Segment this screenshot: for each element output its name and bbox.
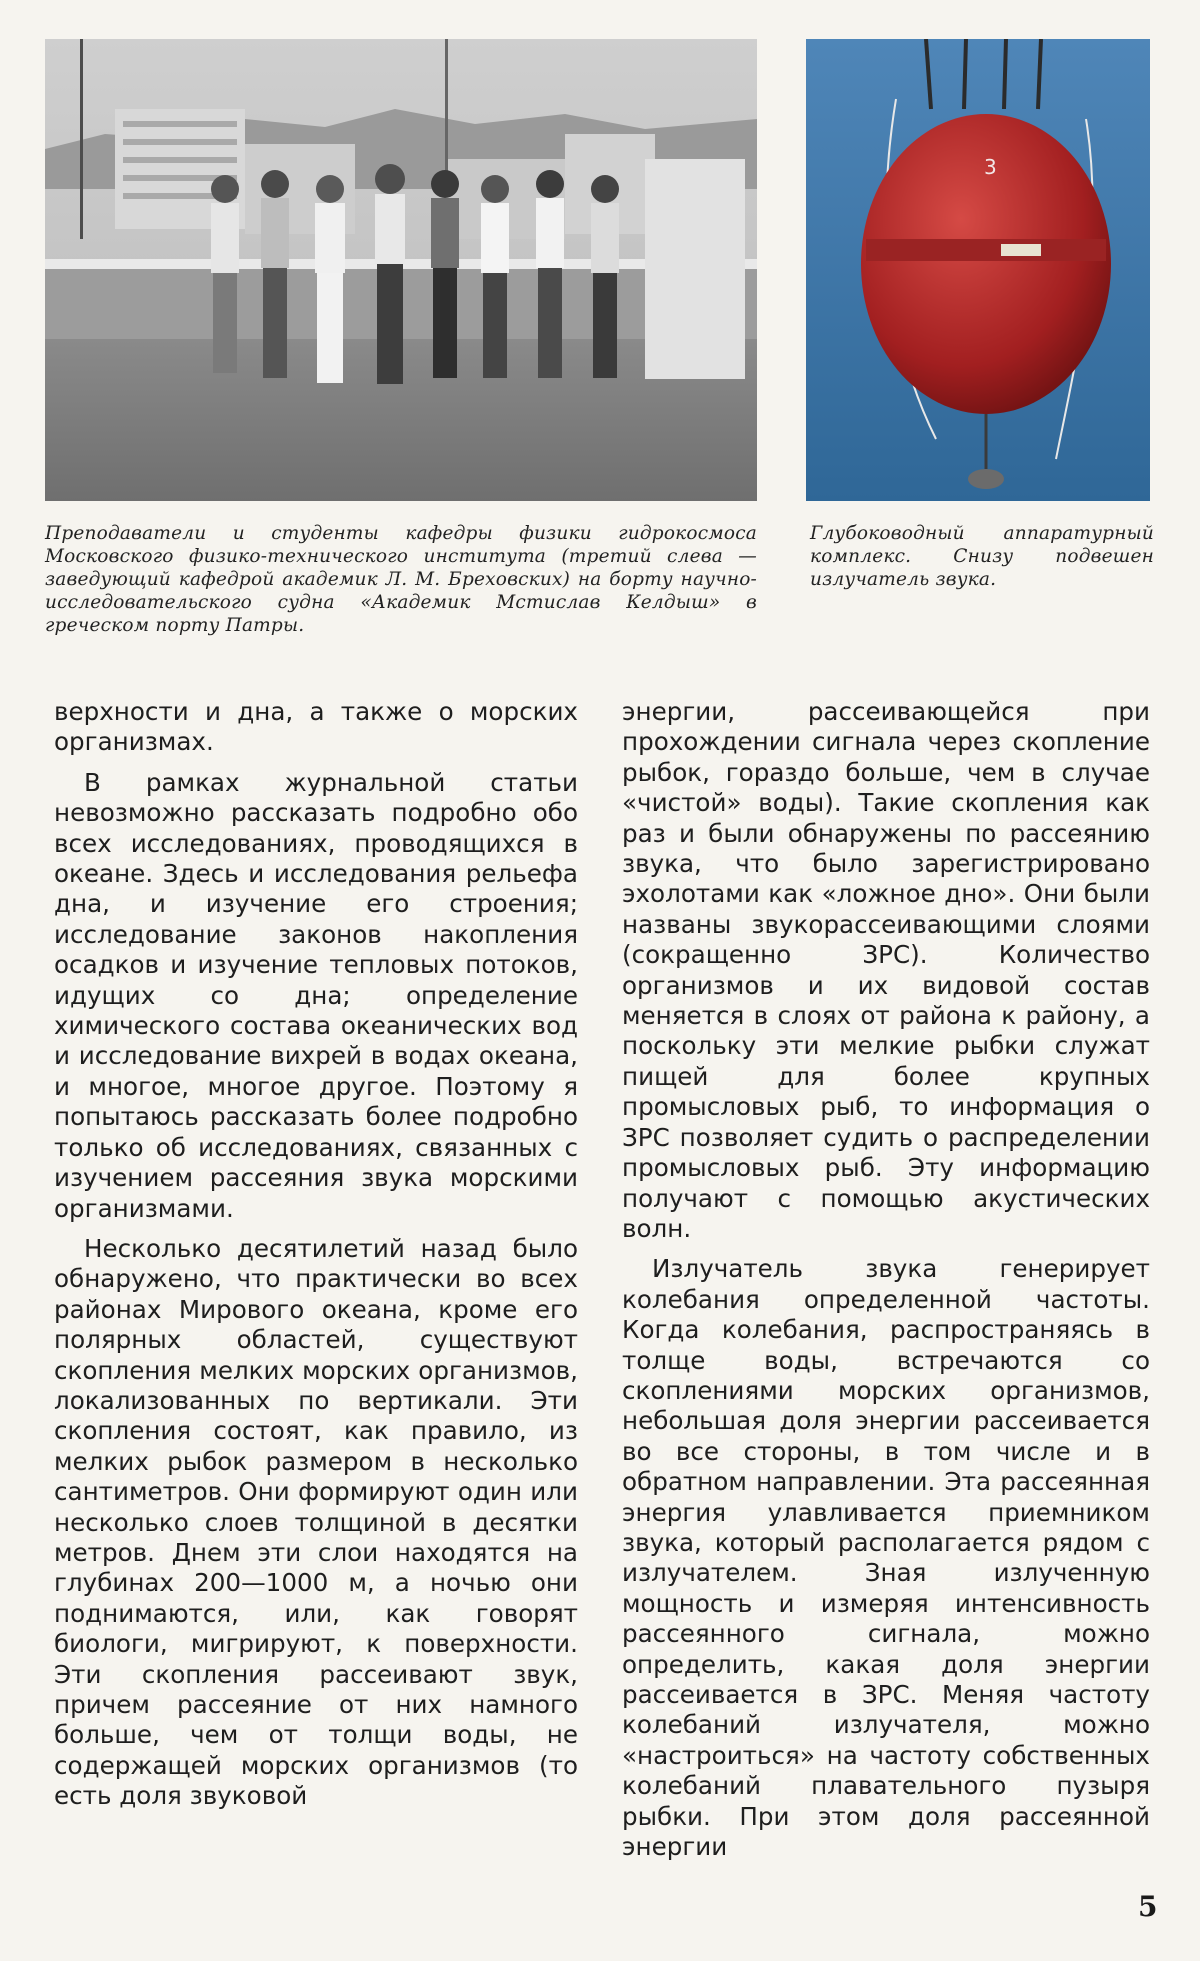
article-column-right [622,697,1150,1862]
page-number: 5 [1138,1890,1158,1923]
group-photo-image [45,39,757,501]
article-column-left [54,697,578,1812]
svg-text:3: 3 [984,155,997,179]
group-photo [45,39,757,501]
caption-right: Глубоководный аппаратурный комплекс. Снизу подвешен излучатель звука. [810,523,1154,590]
caption-left: Преподаватели и студенты кафедры физики гидрокосмоса Московского физико-технического института (третий слева — заведующий кафедрой академик Л. М. Бреховских) на борту научно-исследовательского судна «Академик Мстислав Келдыш» в греческом порту Патры. [45,523,757,636]
paragraph: Несколько десятилетий назад было обнаружено, что практически во всех районах Мирового океана, кроме его полярных областей, существуют скопления мелких морских организмов, локализованных по вертикали. Эти скопления состоят, как правило, из мелких рыбок размером в несколько сантиметров. Они формируют один или несколько слоев толщиной в десятки метров. Днем эти слои находятся на глубинах 200—1000 м, а ночью они поднимаются, или, как говорят биологи, мигрируют, к поверхности. Эти скопления рассеивают звук, причем рассеяние от них намного больше, чем от толщи воды, не содержащей морских организмов (то есть доля звуковой [54,1233,578,1811]
paragraph: В рамках журнальной статьи невозможно рассказать подробно обо всех исследованиях, проводящихся в океане. Здесь и исследования рельефа дна, и изучение его строения; исследование законов накопления осадков и изучение тепловых потоков, идущих со дна; определение химического состава океанических вод и исследование вихрей в водах океана, и многое, многое другое. Поэтому я попытаюсь рассказать более подробно только об исследованиях, связанных с изучением рассеяния звука морскими организмами. [54,767,578,1223]
paragraph: верхности и дна, а также о морских организмах. [54,697,578,757]
paragraph: Излучатель звука генерирует колебания определенной частоты. Когда колебания, распространяясь в толще воды, встречаются со скоплениями морских организмов, небольшая доля энергии рассеивается во все стороны, в том числе и в обратном направлении. Эта рассеянная энергия улавливается приемником звука, который располагается рядом с излучателем. Зная излученную мощность и измеряя интенсивность рассеянного сигнала, можно определить, какая доля энергии рассеивается в ЗРС. Меняя частоту колебаний излучателя, можно «настроиться» на частоту собственных колебаний плавательного пузыря рыбки. При этом доля рассеянной энергии [622,1254,1150,1862]
apparatus-photo-image [806,39,1150,501]
apparatus-photo [806,39,1150,501]
paragraph: энергии, рассеивающейся при прохождении сигнала через скопление рыбок, гораздо больше, чем в случае «чистой» воды). Такие скопления как раз и были обнаружены по рассеянию звука, что было зарегистрировано эхолотами как «ложное дно». Они были названы звукорассеивающими слоями (сокращенно ЗРС). Количество организмов и их видовой состав меняется в слоях от района к району, а поскольку эти мелкие рыбки служат пищей для более крупных промысловых рыб, то информация о ЗРС позволяет судить о распределении промысловых рыб. Эту информацию получают с помощью акустических волн. [622,697,1150,1243]
